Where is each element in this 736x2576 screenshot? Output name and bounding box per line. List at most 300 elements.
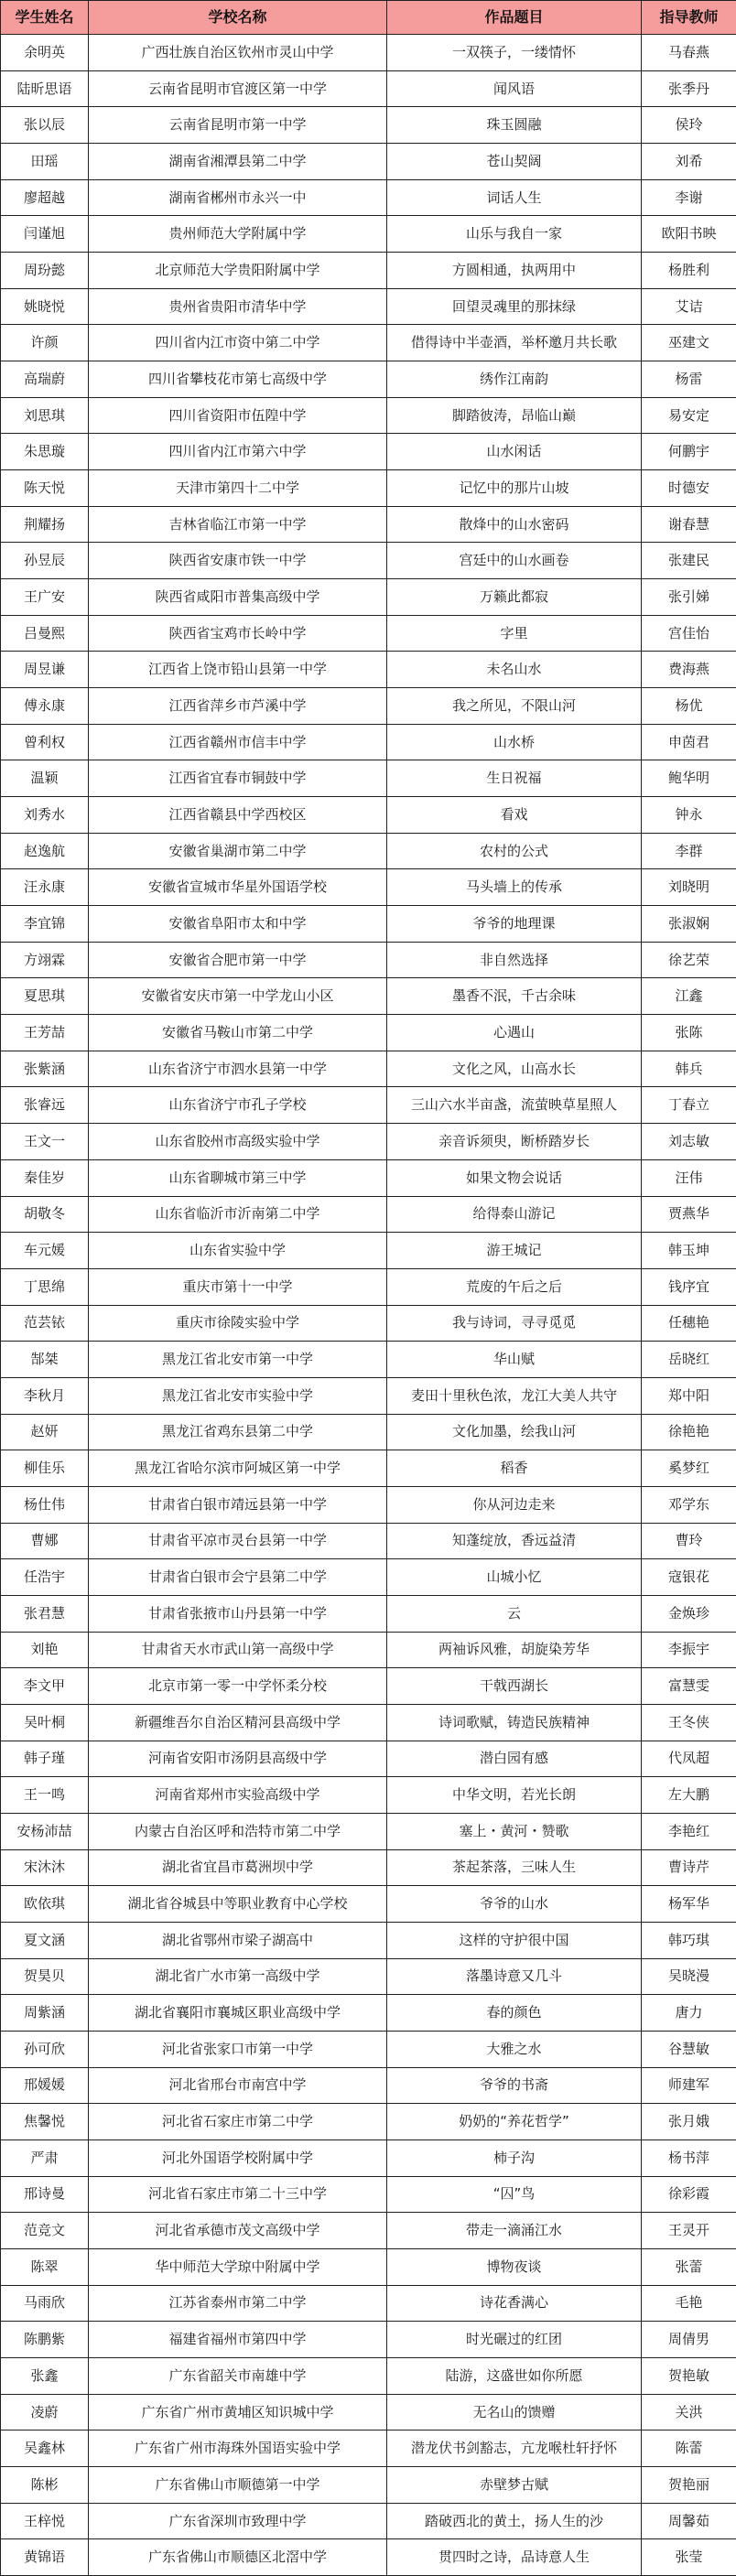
work-title-cell: 华山赋 bbox=[387, 1342, 642, 1378]
table-row bbox=[1, 288, 736, 325]
table-row bbox=[1, 579, 736, 616]
student-name-cell: 韩子瑾 bbox=[1, 1741, 89, 1777]
student-name-cell: 田瑶 bbox=[1, 144, 89, 180]
table-row bbox=[1, 470, 736, 507]
advisor-cell: 曹诗芹 bbox=[642, 1849, 736, 1886]
school-name-cell: 山东省实验中学 bbox=[89, 1233, 387, 1269]
work-title-cell: 闻风语 bbox=[387, 70, 642, 107]
table-row bbox=[1, 2430, 736, 2467]
student-name-cell: 焦馨悦 bbox=[1, 2104, 89, 2140]
student-name-cell: 方翊霖 bbox=[1, 942, 89, 978]
table-row bbox=[1, 2394, 736, 2430]
work-title-cell: 你从河边走来 bbox=[387, 1486, 642, 1523]
school-name-cell: 内蒙古自治区呼和浩特市第二中学 bbox=[89, 1813, 387, 1849]
advisor-cell: 唐力 bbox=[642, 1995, 736, 2032]
advisor-cell: 张淑娴 bbox=[642, 906, 736, 943]
school-name-cell: 广西壮族自治区钦州市灵山中学 bbox=[89, 35, 387, 71]
work-title-cell: 时光碾过的红团 bbox=[387, 2322, 642, 2358]
advisor-cell: 杨胜利 bbox=[642, 253, 736, 289]
work-title-cell: 借得诗中半壶酒，举杯邀月共长歌 bbox=[387, 325, 642, 361]
student-name-cell: 郜桀 bbox=[1, 1342, 89, 1378]
work-title-cell: 文化加墨，绘我山河 bbox=[387, 1414, 642, 1450]
student-name-cell: 李文甲 bbox=[1, 1668, 89, 1705]
work-title-cell: 春的颜色 bbox=[387, 1995, 642, 2032]
school-name-cell: 江苏省泰州市第二中学 bbox=[89, 2285, 387, 2322]
school-name-cell: 甘肃省平凉市灵台县第一中学 bbox=[89, 1523, 387, 1559]
student-name-cell: 丁思绵 bbox=[1, 1268, 89, 1305]
school-name-cell: 云南省昆明市第一中学 bbox=[89, 107, 387, 144]
student-name-cell: 严肃 bbox=[1, 2139, 89, 2176]
advisor-cell: 贺艳敏 bbox=[642, 2358, 736, 2395]
advisor-cell: 岳晓红 bbox=[642, 1342, 736, 1378]
work-title-cell: 这样的守护很中国 bbox=[387, 1922, 642, 1958]
work-title-cell: 爷爷的地理课 bbox=[387, 906, 642, 943]
work-title-cell: 非自然选择 bbox=[387, 942, 642, 978]
advisor-cell: 张月娥 bbox=[642, 2104, 736, 2140]
table-row bbox=[1, 724, 736, 760]
advisor-cell: 李艳红 bbox=[642, 1813, 736, 1849]
advisor-cell: 毛艳 bbox=[642, 2285, 736, 2322]
student-name-cell: 荆耀扬 bbox=[1, 506, 89, 543]
advisor-cell: 侯玲 bbox=[642, 107, 736, 144]
student-name-cell: 陈彬 bbox=[1, 2467, 89, 2504]
advisor-cell: 金焕珍 bbox=[642, 1595, 736, 1632]
work-title-cell: 珠玉圆融 bbox=[387, 107, 642, 144]
school-name-cell: 四川省攀枝花市第七高级中学 bbox=[89, 361, 387, 398]
advisor-cell: 李谢 bbox=[642, 179, 736, 216]
work-title-cell: 茶起茶落，三味人生 bbox=[387, 1849, 642, 1886]
school-name-cell: 江西省上饶市铅山县第一中学 bbox=[89, 652, 387, 688]
advisor-cell: 王灵开 bbox=[642, 2213, 736, 2249]
advisor-cell: 陈蕾 bbox=[642, 2430, 736, 2467]
table-row bbox=[1, 1995, 736, 2032]
work-title-cell: 爷爷的山水 bbox=[387, 1886, 642, 1923]
student-name-cell: 周昱谦 bbox=[1, 652, 89, 688]
table-row bbox=[1, 1342, 736, 1378]
work-title-cell: 一双筷子，一缕情怀 bbox=[387, 35, 642, 71]
advisor-cell: 关洪 bbox=[642, 2394, 736, 2430]
school-name-cell: 湖北省鄂州市梁子湖高中 bbox=[89, 1922, 387, 1958]
student-name-cell: 陈鹏紫 bbox=[1, 2322, 89, 2358]
school-name-cell: 江西省宜春市铜鼓中学 bbox=[89, 760, 387, 797]
school-name-cell: 广东省广州市黄埔区知识城中学 bbox=[89, 2394, 387, 2430]
student-name-cell: 贺昊贝 bbox=[1, 1958, 89, 1995]
advisor-cell: 江鑫 bbox=[642, 978, 736, 1015]
work-title-cell: 脚踏彼涛，昂临山巅 bbox=[387, 397, 642, 434]
work-title-cell: 词话人生 bbox=[387, 179, 642, 216]
student-name-cell: 安杨沛喆 bbox=[1, 1813, 89, 1849]
table-row bbox=[1, 1595, 736, 1632]
school-name-cell: 云南省昆明市官渡区第一中学 bbox=[89, 70, 387, 107]
school-name-cell: 华中师范大学琼中附属中学 bbox=[89, 2248, 387, 2285]
table-row bbox=[1, 2503, 736, 2539]
student-name-cell: 许颜 bbox=[1, 325, 89, 361]
student-name-cell: 宋沐沐 bbox=[1, 1849, 89, 1886]
student-name-cell: 高瑞蔚 bbox=[1, 361, 89, 398]
table-row bbox=[1, 107, 736, 144]
work-title-cell: 未名山水 bbox=[387, 652, 642, 688]
school-name-cell: 河北省石家庄市第二十三中学 bbox=[89, 2176, 387, 2213]
student-name-cell: 傅永康 bbox=[1, 688, 89, 725]
school-name-cell: 黑龙江省北安市第一中学 bbox=[89, 1342, 387, 1378]
school-name-cell: 福建省福州市第四中学 bbox=[89, 2322, 387, 2358]
student-name-cell: 曹娜 bbox=[1, 1523, 89, 1559]
table-row bbox=[1, 361, 736, 398]
advisor-cell: 刘志敏 bbox=[642, 1124, 736, 1160]
table-row bbox=[1, 1305, 736, 1342]
work-title-cell: 奶奶的“养花哲学” bbox=[387, 2104, 642, 2140]
advisor-cell: 韩玉坤 bbox=[642, 1233, 736, 1269]
student-name-cell: 周紫涵 bbox=[1, 1995, 89, 2032]
school-name-cell: 湖北省谷城县中等职业教育中心学校 bbox=[89, 1886, 387, 1923]
advisor-cell: 杨优 bbox=[642, 688, 736, 725]
table-row bbox=[1, 1559, 736, 1596]
work-title-cell: 爷爷的书斋 bbox=[387, 2067, 642, 2104]
work-title-cell: 赤壁梦古赋 bbox=[387, 2467, 642, 2504]
school-name-cell: 北京师范大学贵阳附属中学 bbox=[89, 253, 387, 289]
student-name-cell: 柳佳乐 bbox=[1, 1450, 89, 1487]
table-row bbox=[1, 1159, 736, 1196]
school-name-cell: 四川省内江市第六中学 bbox=[89, 434, 387, 470]
student-name-cell: 张睿远 bbox=[1, 1087, 89, 1124]
school-name-cell: 重庆市徐陵实验中学 bbox=[89, 1305, 387, 1342]
table-row bbox=[1, 833, 736, 869]
table-row bbox=[1, 1233, 736, 1269]
advisor-cell: 杨军华 bbox=[642, 1886, 736, 1923]
work-title-cell: 两袖诉风雅，胡旋染芳华 bbox=[387, 1632, 642, 1668]
school-name-cell: 湖北省襄阳市襄城区职业高级中学 bbox=[89, 1995, 387, 2032]
school-name-cell: 江西省赣县中学西校区 bbox=[89, 797, 387, 834]
school-name-cell: 吉林省临江市第一中学 bbox=[89, 506, 387, 543]
work-title-cell: 回望灵魂里的那抹绿 bbox=[387, 288, 642, 325]
school-name-cell: 河北省张家口市第一中学 bbox=[89, 2031, 387, 2067]
student-name-cell: 孙昱辰 bbox=[1, 543, 89, 579]
advisor-cell: 张莹 bbox=[642, 2539, 736, 2576]
advisor-cell: 张建民 bbox=[642, 543, 736, 579]
work-title-cell: “囚”鸟 bbox=[387, 2176, 642, 2213]
student-name-cell: 黄锦语 bbox=[1, 2539, 89, 2576]
student-name-cell: 胡敬冬 bbox=[1, 1196, 89, 1233]
school-name-cell: 北京市第一零一中学怀柔分校 bbox=[89, 1668, 387, 1705]
student-name-cell: 汪永康 bbox=[1, 869, 89, 906]
student-name-cell: 温颖 bbox=[1, 760, 89, 797]
advisor-cell: 周馨茹 bbox=[642, 2503, 736, 2539]
advisor-cell: 郑中阳 bbox=[642, 1377, 736, 1414]
table-row bbox=[1, 1377, 736, 1414]
header-advisor: 指导教师 bbox=[642, 1, 736, 35]
advisor-cell: 贾燕华 bbox=[642, 1196, 736, 1233]
school-name-cell: 贵州省贵阳市清华中学 bbox=[89, 288, 387, 325]
school-name-cell: 江西省赣州市信丰中学 bbox=[89, 724, 387, 760]
work-title-cell: 柿子沟 bbox=[387, 2139, 642, 2176]
advisor-cell: 巫建文 bbox=[642, 325, 736, 361]
table-row bbox=[1, 1268, 736, 1305]
school-name-cell: 河北外国语学校附属中学 bbox=[89, 2139, 387, 2176]
school-name-cell: 甘肃省白银市会宁县第二中学 bbox=[89, 1559, 387, 1596]
work-title-cell: 山水桥 bbox=[387, 724, 642, 760]
school-name-cell: 河南省安阳市汤阴县高级中学 bbox=[89, 1741, 387, 1777]
student-name-cell: 刘艳 bbox=[1, 1632, 89, 1668]
student-name-cell: 吴鑫林 bbox=[1, 2430, 89, 2467]
work-title-cell: 散烽中的山水密码 bbox=[387, 506, 642, 543]
table-row bbox=[1, 1015, 736, 1051]
student-name-cell: 吴叶桐 bbox=[1, 1704, 89, 1741]
advisor-cell: 张季丹 bbox=[642, 70, 736, 107]
work-title-cell: 荒废的午后之后 bbox=[387, 1268, 642, 1305]
work-title-cell: 知蓬绽放，香远益清 bbox=[387, 1523, 642, 1559]
table-row bbox=[1, 942, 736, 978]
student-name-cell: 王文一 bbox=[1, 1124, 89, 1160]
work-title-cell: 山水闲话 bbox=[387, 434, 642, 470]
table-row bbox=[1, 1486, 736, 1523]
advisor-cell: 欧阳书映 bbox=[642, 216, 736, 253]
advisor-cell: 张陈 bbox=[642, 1015, 736, 1051]
table-row bbox=[1, 2322, 736, 2358]
table-row bbox=[1, 760, 736, 797]
table-row bbox=[1, 1196, 736, 1233]
advisor-cell: 吴晓漫 bbox=[642, 1958, 736, 1995]
advisor-cell: 刘晓明 bbox=[642, 869, 736, 906]
table-row bbox=[1, 1414, 736, 1450]
table-row bbox=[1, 1523, 736, 1559]
school-name-cell: 陕西省宝鸡市长岭中学 bbox=[89, 615, 387, 652]
work-title-cell: 贯四时之诗，品诗意人生 bbox=[387, 2539, 642, 2576]
advisor-cell: 费海燕 bbox=[642, 652, 736, 688]
school-name-cell: 山东省济宁市泗水县第一中学 bbox=[89, 1051, 387, 1087]
student-name-cell: 王梓悦 bbox=[1, 2503, 89, 2539]
school-name-cell: 安徽省巢湖市第二中学 bbox=[89, 833, 387, 869]
table-row bbox=[1, 1632, 736, 1668]
school-name-cell: 安徽省宣城市华星外国语学校 bbox=[89, 869, 387, 906]
school-name-cell: 河南省郑州市实验高级中学 bbox=[89, 1777, 387, 1814]
advisor-cell: 韩巧琪 bbox=[642, 1922, 736, 1958]
table-row bbox=[1, 2031, 736, 2067]
advisor-cell: 易安定 bbox=[642, 397, 736, 434]
student-name-cell: 陆昕思语 bbox=[1, 70, 89, 107]
work-title-cell: 诗花香满心 bbox=[387, 2285, 642, 2322]
school-name-cell: 贵州师范大学附属中学 bbox=[89, 216, 387, 253]
table-row bbox=[1, 1922, 736, 1958]
work-title-cell: 诗词歌赋，铸造民族精神 bbox=[387, 1704, 642, 1741]
student-name-cell: 刘秀水 bbox=[1, 797, 89, 834]
table-row bbox=[1, 615, 736, 652]
student-name-cell: 赵妍 bbox=[1, 1414, 89, 1450]
school-name-cell: 陕西省安康市铁一中学 bbox=[89, 543, 387, 579]
work-title-cell: 潜白园有感 bbox=[387, 1741, 642, 1777]
work-title-cell: 字里 bbox=[387, 615, 642, 652]
work-title-cell: 心遇山 bbox=[387, 1015, 642, 1051]
table-row bbox=[1, 179, 736, 216]
work-title-cell: 万籁此都寂 bbox=[387, 579, 642, 616]
student-name-cell: 廖超越 bbox=[1, 179, 89, 216]
table-body bbox=[1, 35, 736, 2576]
table-row bbox=[1, 144, 736, 180]
table-row bbox=[1, 2067, 736, 2104]
student-name-cell: 余明英 bbox=[1, 35, 89, 71]
advisor-cell: 张引娣 bbox=[642, 579, 736, 616]
table-row bbox=[1, 688, 736, 725]
table-row bbox=[1, 1741, 736, 1777]
advisor-cell: 任穗艳 bbox=[642, 1305, 736, 1342]
advisor-cell: 曹玲 bbox=[642, 1523, 736, 1559]
table-row bbox=[1, 2467, 736, 2504]
work-title-cell: 文化之风，山高水长 bbox=[387, 1051, 642, 1087]
advisor-cell: 徐彩霞 bbox=[642, 2176, 736, 2213]
work-title-cell: 潜龙伏书剑豁志，亢龙喉杜轩抒怀 bbox=[387, 2430, 642, 2467]
work-title-cell: 大雅之水 bbox=[387, 2031, 642, 2067]
table-row bbox=[1, 70, 736, 107]
table-row bbox=[1, 1958, 736, 1995]
advisor-cell: 邓学东 bbox=[642, 1486, 736, 1523]
school-name-cell: 重庆市第十一中学 bbox=[89, 1268, 387, 1305]
student-name-cell: 欧依琪 bbox=[1, 1886, 89, 1923]
table-row bbox=[1, 434, 736, 470]
advisor-cell: 谷慧敏 bbox=[642, 2031, 736, 2067]
work-title-cell: 干戟西湖长 bbox=[387, 1668, 642, 1705]
advisor-cell: 杨书萍 bbox=[642, 2139, 736, 2176]
school-name-cell: 安徽省马鞍山市第二中学 bbox=[89, 1015, 387, 1051]
work-title-cell: 云 bbox=[387, 1595, 642, 1632]
table-row bbox=[1, 543, 736, 579]
table-row bbox=[1, 978, 736, 1015]
advisor-cell: 申茵君 bbox=[642, 724, 736, 760]
advisor-cell: 代凤超 bbox=[642, 1741, 736, 1777]
student-name-cell: 王芳喆 bbox=[1, 1015, 89, 1051]
advisor-cell: 艾诘 bbox=[642, 288, 736, 325]
student-name-cell: 张君慧 bbox=[1, 1595, 89, 1632]
school-name-cell: 黑龙江省鸡东县第二中学 bbox=[89, 1414, 387, 1450]
work-title-cell: 塞上・黄河・赞歌 bbox=[387, 1813, 642, 1849]
school-name-cell: 安徽省合肥市第一中学 bbox=[89, 942, 387, 978]
advisor-cell: 刘希 bbox=[642, 144, 736, 180]
student-name-cell: 张鑫 bbox=[1, 2358, 89, 2395]
advisor-cell: 谢春慧 bbox=[642, 506, 736, 543]
work-title-cell: 看戏 bbox=[387, 797, 642, 834]
student-name-cell: 范竞文 bbox=[1, 2213, 89, 2249]
table-row bbox=[1, 1886, 736, 1923]
school-name-cell: 安徽省安庆市第一中学龙山小区 bbox=[89, 978, 387, 1015]
school-name-cell: 湖北省广水市第一高级中学 bbox=[89, 1958, 387, 1995]
student-name-cell: 杨仕伟 bbox=[1, 1486, 89, 1523]
work-title-cell: 记忆中的那片山坡 bbox=[387, 470, 642, 507]
school-name-cell: 四川省资阳市伍隍中学 bbox=[89, 397, 387, 434]
student-name-cell: 秦佳岁 bbox=[1, 1159, 89, 1196]
work-title-cell: 稻香 bbox=[387, 1450, 642, 1487]
table-row bbox=[1, 1051, 736, 1087]
work-title-cell: 带走一滴涌江水 bbox=[387, 2213, 642, 2249]
student-name-cell: 曾利权 bbox=[1, 724, 89, 760]
table-row bbox=[1, 1668, 736, 1705]
school-name-cell: 河北省邢台市南宫中学 bbox=[89, 2067, 387, 2104]
advisor-cell: 富慧雯 bbox=[642, 1668, 736, 1705]
student-name-cell: 李秋月 bbox=[1, 1377, 89, 1414]
school-name-cell: 河北省承德市茂文高级中学 bbox=[89, 2213, 387, 2249]
student-name-cell: 朱思璇 bbox=[1, 434, 89, 470]
work-title-cell: 麦田十里秋色浓，龙江大美人共守 bbox=[387, 1377, 642, 1414]
advisor-cell: 宫佳怡 bbox=[642, 615, 736, 652]
school-name-cell: 湖北省宜昌市葛洲坝中学 bbox=[89, 1849, 387, 1886]
work-title-cell: 踏破西北的黄土，扬人生的沙 bbox=[387, 2503, 642, 2539]
table-row bbox=[1, 325, 736, 361]
school-name-cell: 甘肃省张掖市山丹县第一中学 bbox=[89, 1595, 387, 1632]
advisor-cell: 寇银花 bbox=[642, 1559, 736, 1596]
school-name-cell: 广东省广州市海珠外国语实验中学 bbox=[89, 2430, 387, 2467]
work-title-cell: 我之所见，不限山河 bbox=[387, 688, 642, 725]
table-row bbox=[1, 397, 736, 434]
work-title-cell: 博物夜谈 bbox=[387, 2248, 642, 2285]
work-title-cell: 亲音诉须臾，断桥踏岁长 bbox=[387, 1124, 642, 1160]
table-row bbox=[1, 2139, 736, 2176]
work-title-cell: 三山六水半亩盏，流萤映草星照人 bbox=[387, 1087, 642, 1124]
student-name-cell: 陈天悦 bbox=[1, 470, 89, 507]
header-school-name: 学校名称 bbox=[89, 1, 387, 35]
student-name-cell: 夏思琪 bbox=[1, 978, 89, 1015]
table-row bbox=[1, 652, 736, 688]
student-name-cell: 王广安 bbox=[1, 579, 89, 616]
work-title-cell: 宫廷中的山水画卷 bbox=[387, 543, 642, 579]
table-row bbox=[1, 1087, 736, 1124]
advisor-cell: 奚梦红 bbox=[642, 1450, 736, 1487]
student-name-cell: 闫谨旭 bbox=[1, 216, 89, 253]
school-name-cell: 新疆维吾尔自治区精河县高级中学 bbox=[89, 1704, 387, 1741]
school-name-cell: 山东省胶州市高级实验中学 bbox=[89, 1124, 387, 1160]
table-row bbox=[1, 2213, 736, 2249]
table-row bbox=[1, 1704, 736, 1741]
work-title-cell: 农村的公式 bbox=[387, 833, 642, 869]
table-row bbox=[1, 506, 736, 543]
table-row bbox=[1, 797, 736, 834]
table-row bbox=[1, 1124, 736, 1160]
table-row bbox=[1, 1777, 736, 1814]
school-name-cell: 江西省萍乡市芦溪中学 bbox=[89, 688, 387, 725]
school-name-cell: 黑龙江省哈尔滨市阿城区第一中学 bbox=[89, 1450, 387, 1487]
advisor-cell: 何鹏宇 bbox=[642, 434, 736, 470]
advisor-cell: 时德安 bbox=[642, 470, 736, 507]
work-title-cell: 落墨诗意又几斗 bbox=[387, 1958, 642, 1995]
table-row bbox=[1, 906, 736, 943]
advisor-cell: 徐艳艳 bbox=[642, 1414, 736, 1450]
advisor-cell: 贺艳丽 bbox=[642, 2467, 736, 2504]
work-title-cell: 中华文明，若光长朗 bbox=[387, 1777, 642, 1814]
work-title-cell: 陆游，这盛世如你所愿 bbox=[387, 2358, 642, 2395]
table-row bbox=[1, 2285, 736, 2322]
school-name-cell: 四川省内江市资中第二中学 bbox=[89, 325, 387, 361]
work-title-cell: 山城小忆 bbox=[387, 1559, 642, 1596]
student-name-cell: 马雨欣 bbox=[1, 2285, 89, 2322]
student-name-cell: 周玢懿 bbox=[1, 253, 89, 289]
school-name-cell: 河北省石家庄市第二中学 bbox=[89, 2104, 387, 2140]
school-name-cell: 湖南省郴州市永兴一中 bbox=[89, 179, 387, 216]
student-name-cell: 邢诗曼 bbox=[1, 2176, 89, 2213]
advisor-cell: 韩兵 bbox=[642, 1051, 736, 1087]
student-name-cell: 凌蔚 bbox=[1, 2394, 89, 2430]
advisor-cell: 马春燕 bbox=[642, 35, 736, 71]
school-name-cell: 陕西省咸阳市普集高级中学 bbox=[89, 579, 387, 616]
school-name-cell: 甘肃省白银市靖远县第一中学 bbox=[89, 1486, 387, 1523]
work-title-cell: 马头墙上的传承 bbox=[387, 869, 642, 906]
student-name-cell: 姚晓悦 bbox=[1, 288, 89, 325]
school-name-cell: 湖南省湘潭县第二中学 bbox=[89, 144, 387, 180]
work-title-cell: 给得泰山游记 bbox=[387, 1196, 642, 1233]
student-name-cell: 陈翠 bbox=[1, 2248, 89, 2285]
student-name-cell: 张紫涵 bbox=[1, 1051, 89, 1087]
work-title-cell: 方圆相通，执两用中 bbox=[387, 253, 642, 289]
table-row bbox=[1, 2176, 736, 2213]
school-name-cell: 广东省佛山市顺德第一中学 bbox=[89, 2467, 387, 2504]
table-row bbox=[1, 35, 736, 71]
work-title-cell: 如果文物会说话 bbox=[387, 1159, 642, 1196]
work-title-cell: 无名山的馈赠 bbox=[387, 2394, 642, 2430]
